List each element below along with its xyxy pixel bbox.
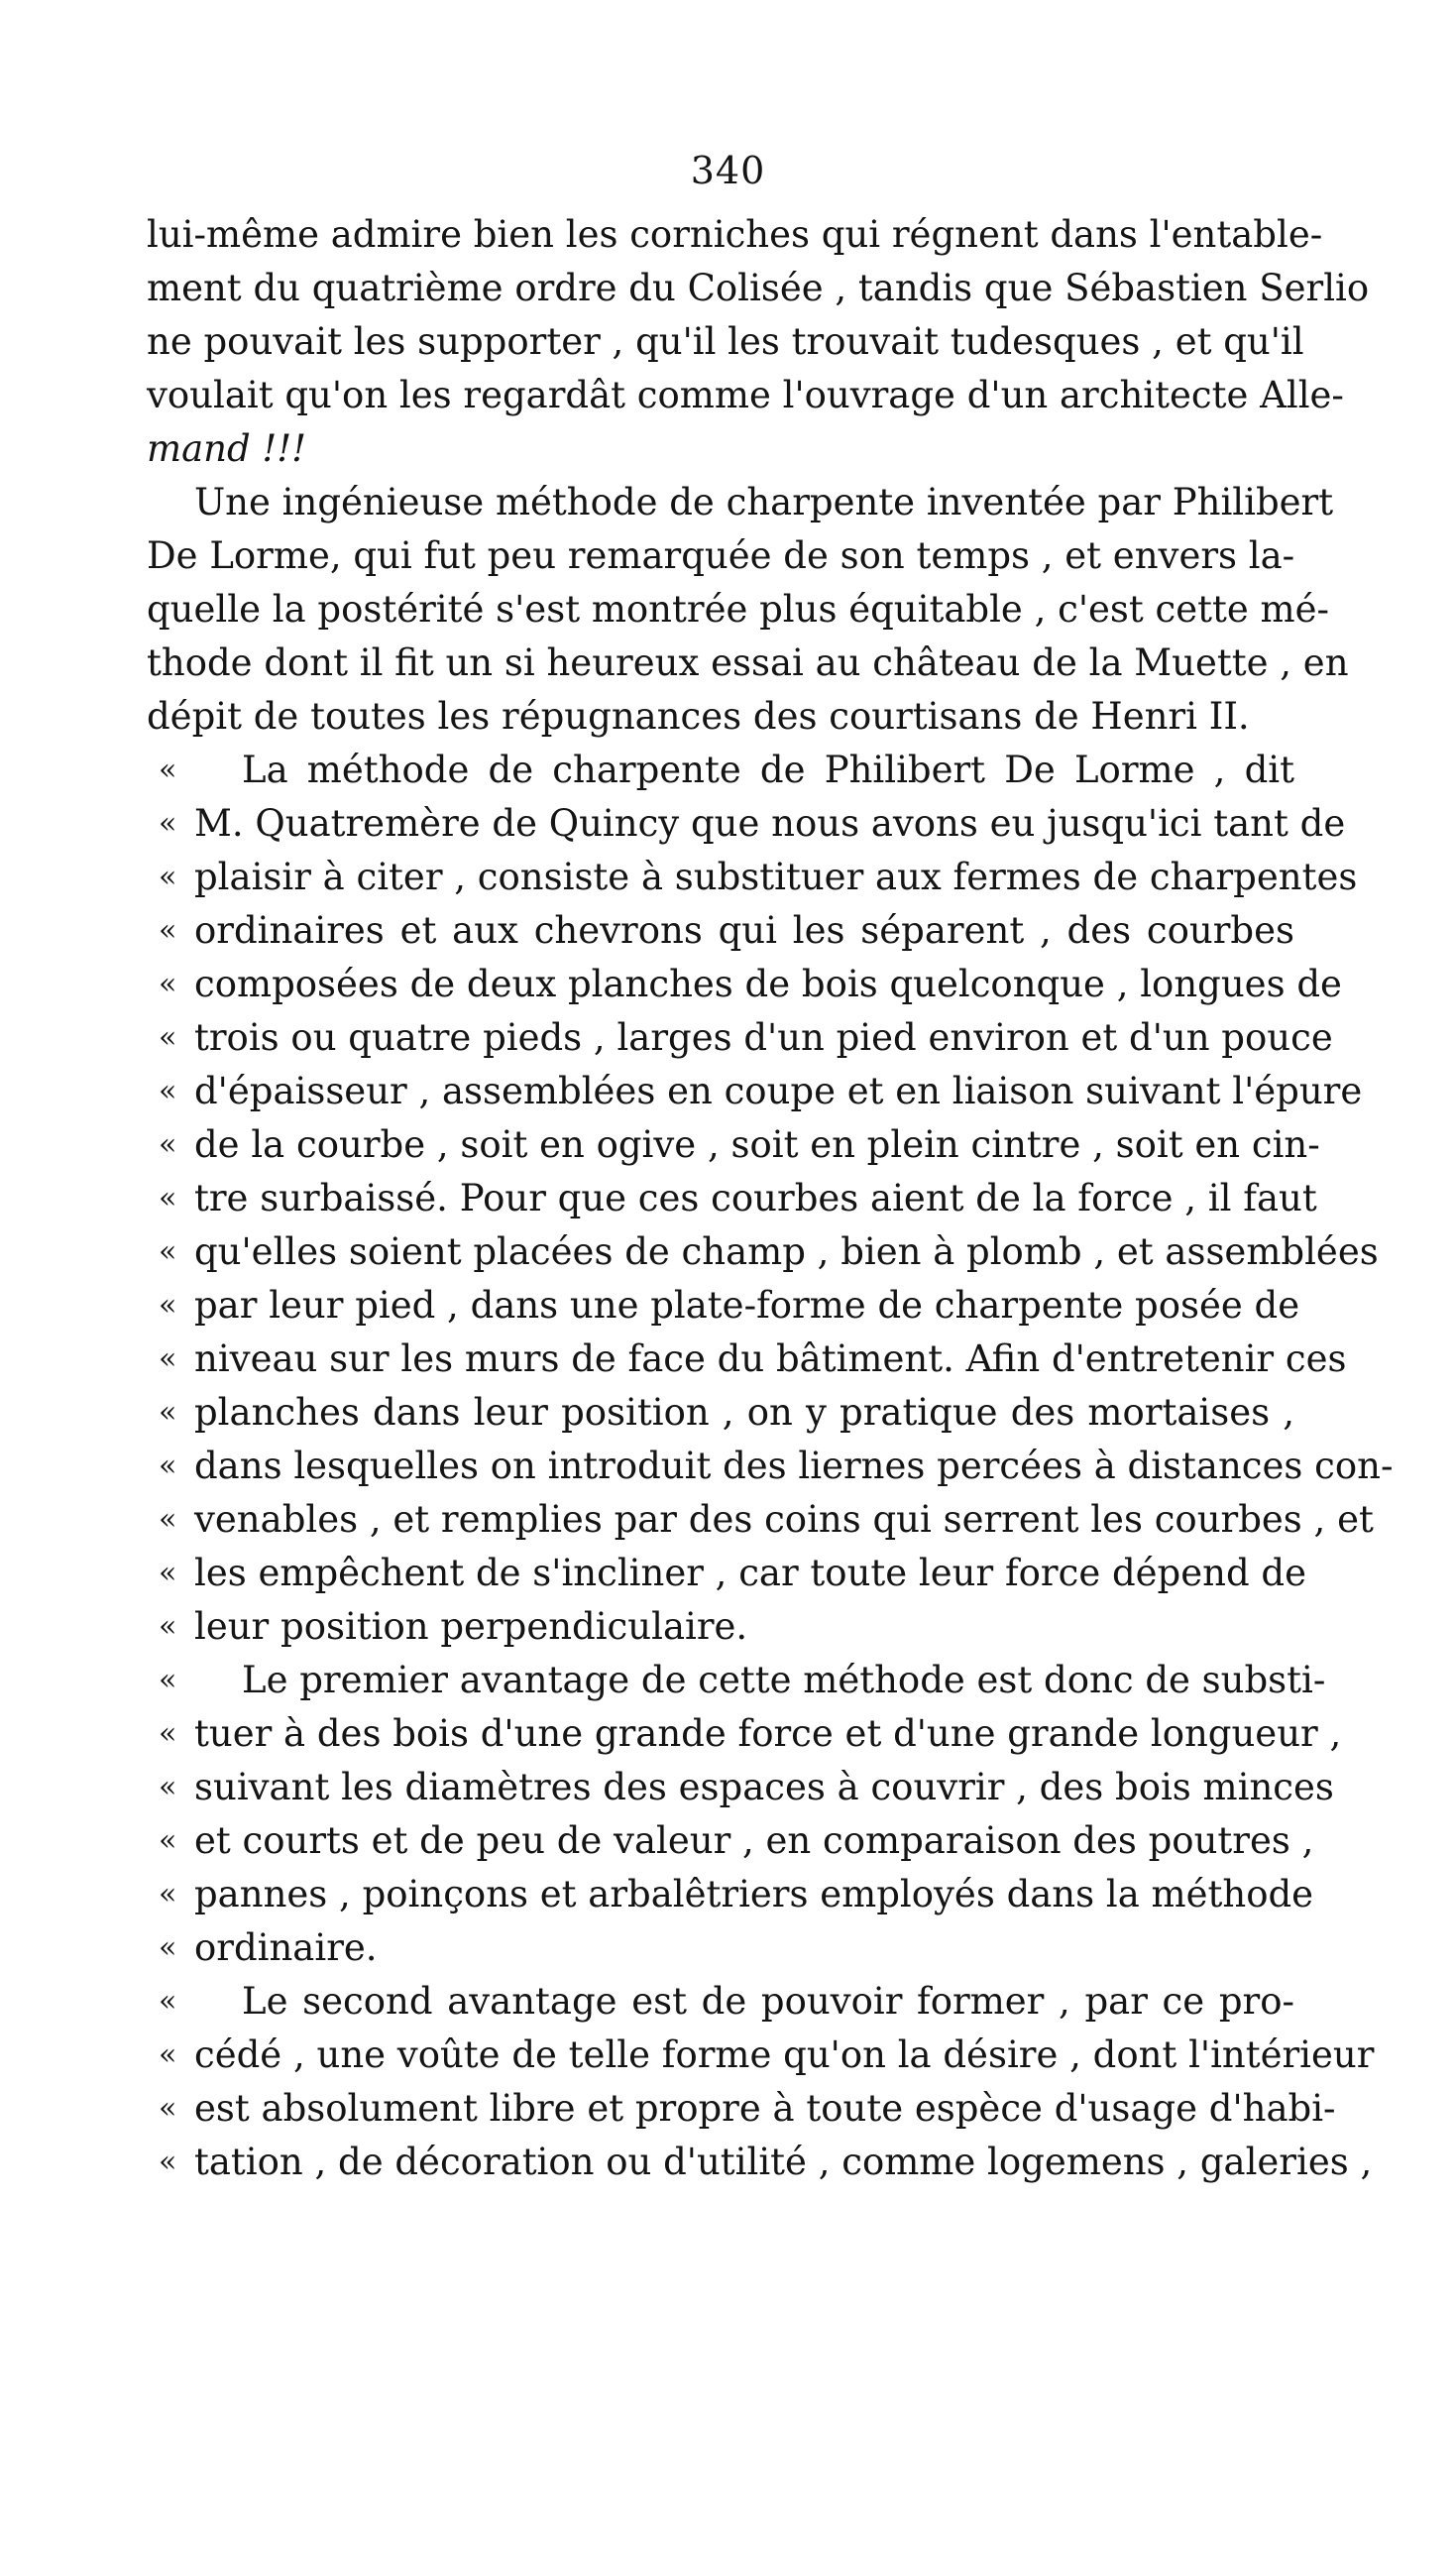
- quote-mark: «: [159, 1288, 177, 1323]
- text-line: « trois ou quatre pieds , larges d'un pied environ et d'un pouce: [147, 1011, 1294, 1065]
- text-line: « d'épaisseur , assemblées en coupe et en liaison suivant l'épure: [147, 1065, 1294, 1118]
- text-line: « de la courbe , soit en ogive , soit en plein cintre , soit en cin-: [147, 1118, 1294, 1172]
- text-line: « tre surbaissé. Pour que ces courbes aient de la force , il faut: [147, 1172, 1294, 1225]
- quote-mark: «: [159, 1556, 177, 1590]
- quote-mark: «: [159, 967, 177, 1001]
- text-line: voulait qu'on les regardât comme l'ouvrage d'un architecte Alle-: [147, 374, 1344, 416]
- text-line: ne pouvait les supporter , qu'il les trouvait tudesques , et qu'il: [147, 320, 1304, 363]
- text-line: thode dont il fit un si heureux essai au château de la Muette , en: [147, 641, 1349, 684]
- text-line: « ordinaires et aux chevrons qui les séparent , des courbes: [147, 904, 1294, 958]
- text-line: « venables , et remplies par des coins qui serrent les courbes , et: [147, 1493, 1294, 1547]
- quote-mark: «: [159, 1663, 177, 1697]
- quote-mark: «: [159, 1127, 177, 1162]
- text-line: « cédé , une voûte de telle forme qu'on la désire , dont l'intérieur: [147, 2029, 1294, 2082]
- text-line: « Le second avantage est de pouvoir former , par ce pro-: [147, 1975, 1294, 2029]
- text-line: « est absolument libre et propre à toute espèce d'usage d'habi-: [147, 2082, 1294, 2136]
- text-line: « Le premier avantage de cette méthode est donc de substi-: [147, 1654, 1294, 1707]
- text-line: « tation , de décoration ou d'utilité , comme logemens , galeries ,: [147, 2136, 1294, 2189]
- text-line: « par leur pied , dans une plate-forme de charpente posée de: [147, 1279, 1294, 1333]
- text-line: « tuer à des bois d'une grande force et d'une grande longueur ,: [147, 1707, 1294, 1761]
- text-line: « M. Quatremère de Quincy que nous avons eu jusqu'ici tant de: [147, 797, 1294, 851]
- quote-mark: «: [159, 1234, 177, 1269]
- quote-mark: «: [159, 1395, 177, 1430]
- text-line: « La méthode de charpente de Philibert De Lorme , dit: [147, 744, 1294, 797]
- text-line: « dans lesquelles on introduit des liernes percées à distances con-: [147, 1440, 1294, 1493]
- text-line: mand !!!: [147, 427, 307, 470]
- quote-mark: «: [159, 1877, 177, 1912]
- text-line: quelle la postérité s'est montrée plus équitable , c'est cette mé-: [147, 588, 1329, 631]
- quote-mark: «: [159, 1449, 177, 1483]
- text-line: « les empêchent de s'incliner , car toute leur force dépend de: [147, 1547, 1294, 1600]
- quote-mark: «: [159, 2091, 177, 2126]
- quote-mark: «: [159, 1609, 177, 1644]
- quote-mark: «: [159, 2037, 177, 2072]
- body-text: [147, 208, 1394, 2189]
- quote-mark: «: [159, 1020, 177, 1055]
- text-line: Une ingénieuse méthode de charpente inventée par Philibert: [194, 481, 1334, 523]
- text-line: « leur position perpendiculaire.: [147, 1600, 1294, 1654]
- text-line: lui-même admire bien les corniches qui régnent dans l'entable-: [147, 213, 1323, 256]
- text-line: « et courts et de peu de valeur , en comparaison des poutres ,: [147, 1814, 1294, 1868]
- text-line: « suivant les diamètres des espaces à couvrir , des bois minces: [147, 1761, 1294, 1814]
- text-line: « planches dans leur position , on y pratique des mortaises ,: [147, 1386, 1294, 1440]
- quote-mark: «: [159, 1984, 177, 2019]
- text-line: ment du quatrième ordre du Colisée , tandis que Sébastien Serlio: [147, 267, 1370, 309]
- quote-mark: «: [159, 1716, 177, 1751]
- quote-mark: «: [159, 2145, 177, 2179]
- quote-mark: «: [159, 1181, 177, 1216]
- text-line: « niveau sur les murs de face du bâtiment. Afin d'entretenir ces: [147, 1333, 1294, 1386]
- text-line: « plaisir à citer , consiste à substituer aux fermes de charpentes: [147, 851, 1294, 904]
- quote-mark: «: [159, 806, 177, 841]
- text-line: De Lorme, qui fut peu remarquée de son temps , et envers la-: [147, 534, 1295, 577]
- quote-mark: «: [159, 1502, 177, 1537]
- quote-mark: «: [159, 1341, 177, 1376]
- text-line: « composées de deux planches de bois quelconque , longues de: [147, 958, 1294, 1011]
- quote-mark: «: [159, 860, 177, 894]
- text-line: dépit de toutes les répugnances des courtisans de Henri II.: [147, 695, 1250, 738]
- quote-mark: «: [159, 753, 177, 787]
- text-line: « ordinaire.: [147, 1921, 1294, 1975]
- text-line: « qu'elles soient placées de champ , bien à plomb , et assemblées: [147, 1225, 1294, 1279]
- text-line: « pannes , poinçons et arbalêtriers employés dans la méthode: [147, 1868, 1294, 1921]
- quote-mark: «: [159, 1930, 177, 1965]
- page-number: 340: [690, 149, 766, 192]
- quote-mark: «: [159, 913, 177, 948]
- quote-mark: «: [159, 1770, 177, 1804]
- quote-mark: «: [159, 1074, 177, 1108]
- quote-mark: «: [159, 1823, 177, 1858]
